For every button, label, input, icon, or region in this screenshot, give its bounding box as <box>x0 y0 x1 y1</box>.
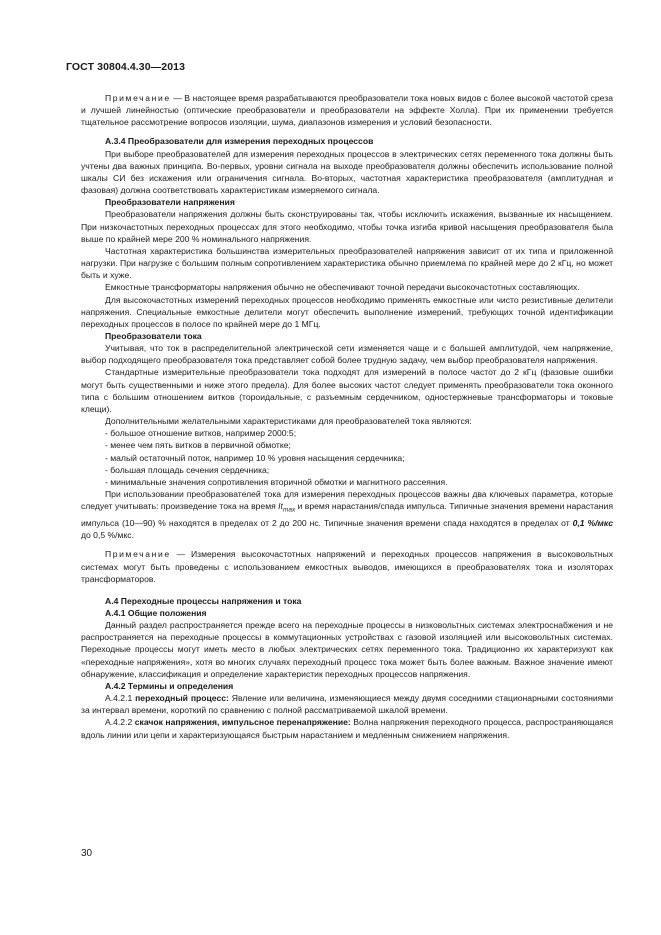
paragraph: Дополнительными желательными характеристиками для преобразователей тока являются: <box>105 416 472 427</box>
subheading-a42: А.4.2 Термины и определения <box>105 680 234 691</box>
paragraph: Учитывая, что ток в распределительной электрической сети изменяется чаще и с большей амплитудой, чем напряжение, выбор подходящего преобразователя тока представляет собой более трудную задачу, чем выбор преобразователя напряжения. <box>81 343 613 366</box>
paragraph: Стандартные измерительные преобразователи тока подходят для измерений в полосе частот до 2 кГц (фазовые ошибки могут быть существенными и ниже этого предела). Для более высоких частот следует применять преобразователи тока оконного типа с большим отношением витков (тороидальные, с разъемным сердечником, одностержневые трансформаторы и токовые клещи). <box>81 367 613 414</box>
subheading-voltage-transducers: Преобразователи напряжения <box>105 197 235 208</box>
list-item: - большое отношение витков, например 2000:5; <box>105 428 297 439</box>
document-header: ГОСТ 30804.4.30—2013 <box>66 61 186 73</box>
section-heading-a34: А.3.4 Преобразователи для измерения переходных процессов <box>105 136 374 147</box>
list-item: - большая площадь сечения сердечника; <box>105 464 270 475</box>
note-text: — Измерения высокочастотных напряжений и переходных процессов напряжения в высоковольтных системах могут быть проведены с использованием емкостных выводов, имеющихся в преобразователях тока и изоляторах трансформаторов. <box>81 549 613 584</box>
section-heading-a4: А.4 Переходные процессы напряжения и тока <box>105 595 302 606</box>
paragraph: При использовании преобразователей тока для измерения переходных процессов важны два ключевых параметра, которые следует учитывать: произведение тока на время $It_{max}$ и время нарастания/спада импульса. Типичные значения времени нарастания импульса (10—90) % находятся в пределах от 2 до 200 нс. Типичные значения времени спада находятся в пределах от 0,1 %/мкс до 0,5 %/мкс. <box>81 489 614 541</box>
subheading-a41: А.4.1 Общие положения <box>105 607 207 618</box>
paragraph: При выборе преобразователей для измерения переходных процессов в электрических сетях переменного тока должны быть учтены два важных принципа. Во-первых, уровни сигнала на выходе преобразователя должны обеспечить использование полной шкалы СИ без искажения или ограничения сигнала. Во-вторых, частотная характеристика преобразователя (амплитудная и фазовая) должна соответствовать характеристикам измеряемого сигнала. <box>81 148 613 196</box>
subheading-current-transducers: Преобразователи тока <box>105 330 202 341</box>
paragraph: Для высокочастотных измерений переходных процессов необходимо применять емкостные или чисто резистивные делители напряжения. Специальные емкостные делители могут обеспечить выполнение измерений, требующих точной идентификации переходных процессов в полосе по крайней мере до 1 МГц. <box>81 294 613 329</box>
paragraph: Частотная характеристика большинства измерительных преобразователей напряжения зависит от их типа и приложенной нагрузки. При нагрузке с большим полным сопротивлением характеристика обычно приемлема по крайней мере до 2 кГц, но может быть и хуже. <box>81 245 613 281</box>
paragraph: Емкостные трансформаторы напряжения обычно не обеспечивают точной передачи высокочастотных составляющих. <box>105 282 580 293</box>
list-item: - малый остаточный поток, например 10 % уровня насыщения сердечника; <box>105 452 405 463</box>
note-text: — В настоящее время разрабатываются преобразователи тока новых видов с более высокой частотой среза и лучшей линейностью (оптические преобразователи и преобразователи на эффекте Холла). При их применении требуется тщательное рассмотрение вопросов изоляции, шума, диапазонов измерения и условий безопасности. <box>81 93 613 128</box>
page-content <box>81 92 613 741</box>
paragraph: Данный раздел распространяется прежде всего на переходные процессы в низковольтных системах электроснабжения и не распространяется на переходные процессы в коммутационных устройствах с газовой изоляцией или высоковольтных системах. Переходные процессы могут иметь место в любых электрических сетях переменного тока. Традиционно их характеризуют как «переходные напряжения», хотя во многих случаях переходный процесс тока может быть более важным. Важное значение имеют обнаружение, классификация и определение характеристик переходных процессов напряжения. <box>81 620 613 679</box>
list-item: - менее чем пять витков в первичной обмотке; <box>105 440 291 451</box>
defined-term: переходный процесс: <box>135 693 229 704</box>
page-number: 30 <box>81 848 93 859</box>
note-paragraph <box>81 548 613 584</box>
defined-term: скачок напряжения, импульсное перенапряжение: <box>134 717 351 728</box>
paragraph: Преобразователи напряжения должны быть сконструированы так, чтобы исключить искажения, вызванные их насыщением. При низкочастотных переходных процессах для этого необходимо, чтобы точка изгиба кривой насыщения преобразователя была выше по крайней мере 200 % номинального напряжения. <box>81 209 613 244</box>
note-label: Примечание <box>105 93 171 103</box>
note-paragraph <box>81 92 613 128</box>
emphasis-value: 0,1 %/мкс <box>572 518 614 529</box>
list-item: - минимальные значения сопротивления вторичной обмотки и магнитного рассеяния. <box>105 476 448 487</box>
definition-paragraph: А.4.2.2 скачок напряжения, импульсное перенапряжение: Волна напряжения переходного процесса, распространяющаяся вдоль линии или цепи и характеризующаяся быстрым нарастанием и медленным снижением напряжения. <box>81 717 613 740</box>
definition-paragraph: А.4.2.1 переходный процесс: Явление или величина, изменяющиеся между двумя соседними стационарными состояниями за интервал времени, короткий по сравнению с полной рассматриваемой шкалой времени. <box>81 693 614 716</box>
note-label: Примечание <box>105 549 171 560</box>
formula-it: $It_{max}$ <box>278 501 296 514</box>
